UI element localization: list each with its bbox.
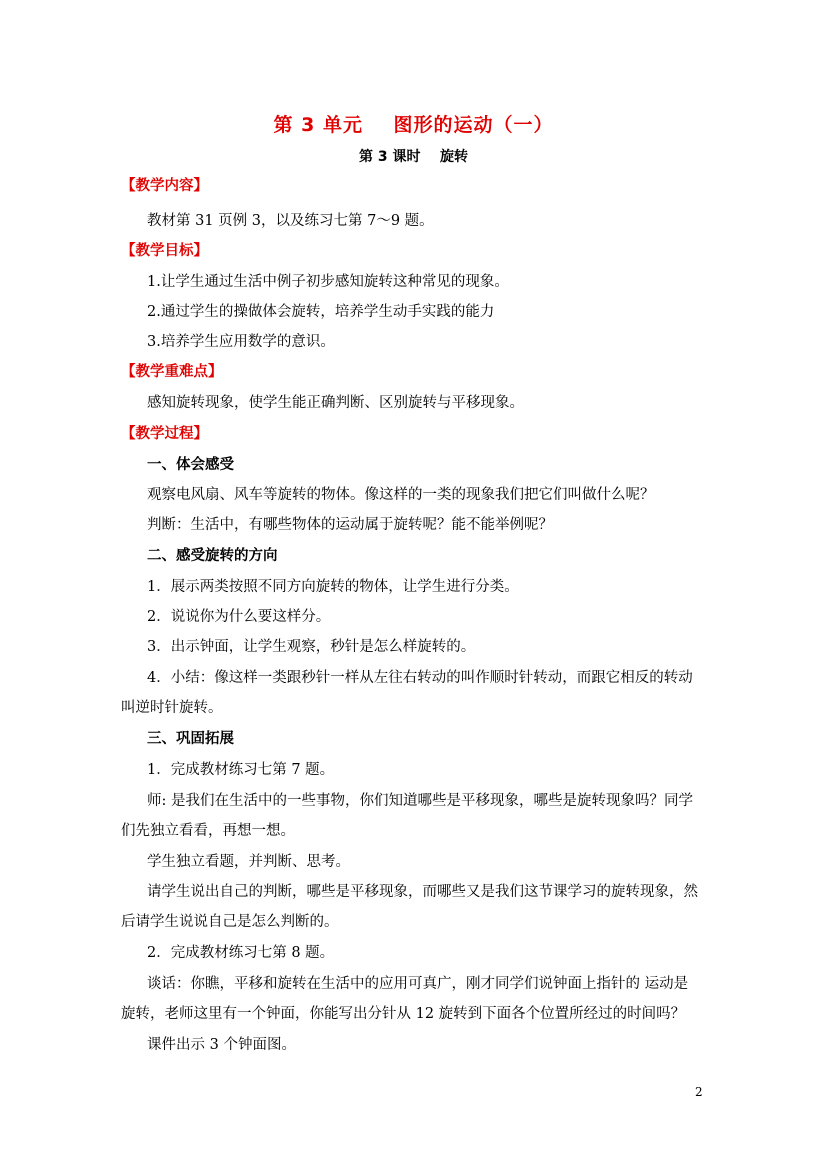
paragraph: 旋转，老师这里有一个钟面，你能写出分针从 12 旋转到下面各个位置所经过的时间吗？ [121,1006,686,1022]
paragraph: 4．小结：像这样一类跟秒针一样从左往右转动的叫作顺时针转动，而跟它相反的转动 [147,670,693,686]
paragraph: 们先独立看看，再想一想。 [121,823,295,839]
paragraph: 谈话：你瞧，平移和旋转在生活中的应用可真广，刚才同学们说钟面上指针的 运动是 [147,976,689,992]
paragraph: 师: 是我们在生活中的一些事物，你们知道哪些是平移现象，哪些是旋转现象吗？同学 [147,793,693,809]
paragraph: 请学生说出自己的判断，哪些是平移现象，而哪些又是我们这节课学习的旋转现象，然 [147,884,698,900]
goal-3: 3.培养学生应用数学的意识。 [147,334,335,350]
paragraph: 叫逆时针旋转。 [121,700,223,716]
key-text: 感知旋转现象，使学生能正确判断、区别旋转与平移现象。 [147,395,524,411]
content-text: 教材第 31 页例 3，以及练习七第 7～9 题。 [147,213,434,229]
process-step-1-heading: 一、体会感受 [147,457,234,473]
heading-key-points: 【教学重难点】 [121,364,223,380]
paragraph: 1．完成教材练习七第 7 题。 [147,762,335,778]
page-title: 第 3 单元 图形的运动（一） [273,114,554,136]
lesson-subtitle: 第 3 课时 旋转 [359,149,468,165]
page-number: 2 [695,1085,703,1099]
paragraph: 3．出示钟面，让学生观察，秒针是怎么样旋转的。 [147,639,476,655]
heading-process: 【教学过程】 [121,426,208,442]
paragraph: 1．展示两类按照不同方向旋转的物体，让学生进行分类。 [147,579,519,595]
paragraph: 判断：生活中，有哪些物体的运动属于旋转呢？能不能举例呢？ [147,517,553,533]
paragraph: 2．说说你为什么要这样分。 [147,609,331,625]
goal-2: 2.通过学生的操做体会旋转，培养学生动手实践的能力 [147,304,495,320]
paragraph: 学生独立看题，并判断、思考。 [147,854,350,870]
heading-content: 【教学内容】 [121,178,208,194]
process-step-2-heading: 二、感受旋转的方向 [147,548,278,564]
paragraph: 2．完成教材练习七第 8 题。 [147,945,335,961]
process-step-3-heading: 三、巩固拓展 [147,731,234,747]
paragraph: 观察电风扇、风车等旋转的物体。像这样的一类的现象我们把它们叫做什么呢？ [147,487,655,503]
paragraph: 课件出示 3 个钟面图。 [147,1037,296,1053]
goal-1: 1.让学生通过生活中例子初步感知旋转这种常见的现象。 [147,274,509,290]
heading-goals: 【教学目标】 [121,243,208,259]
paragraph: 后请学生说说自己是怎么判断的。 [121,914,339,930]
